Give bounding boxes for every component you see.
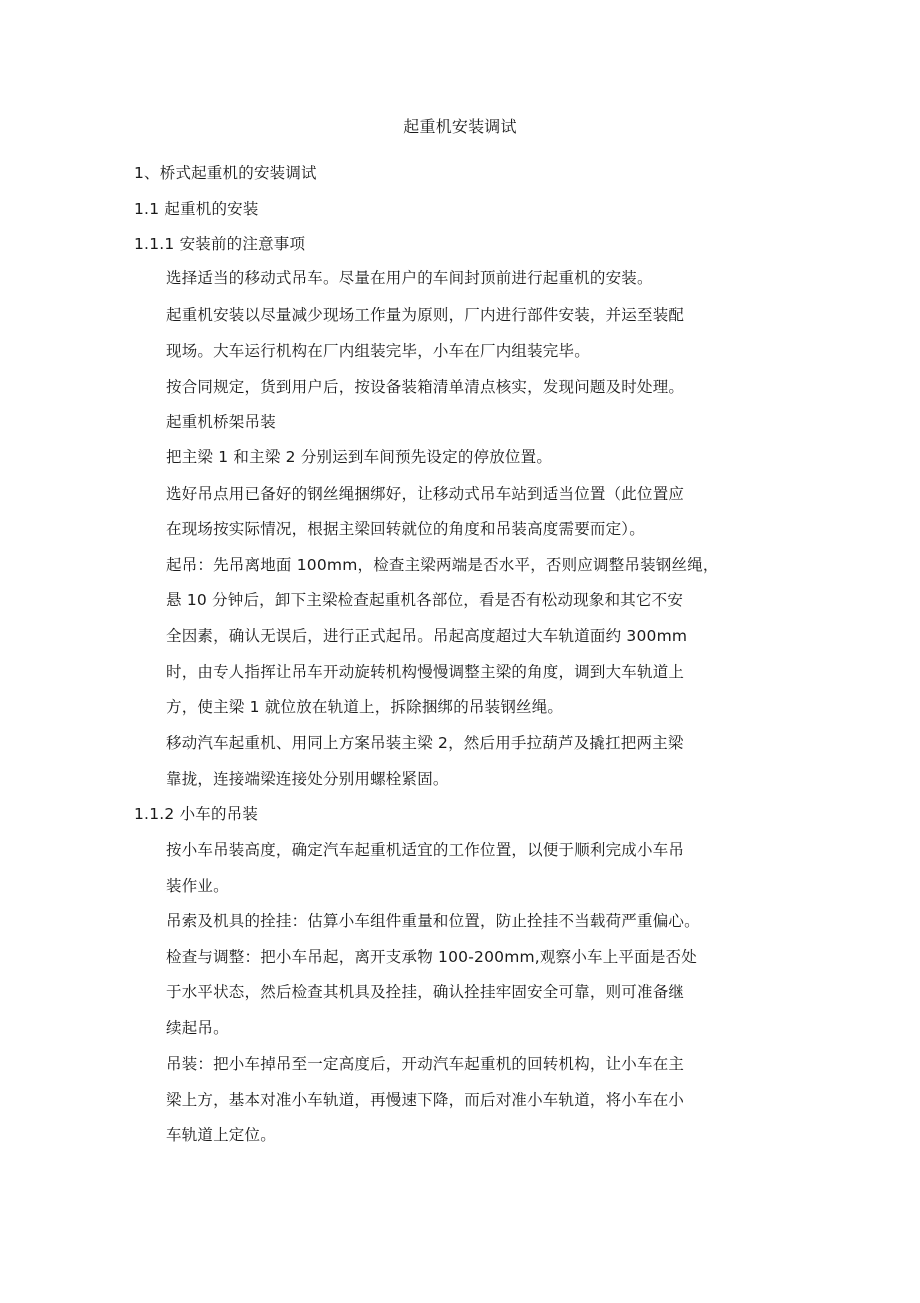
section-heading-1-1-1: 1.1.1 安装前的注意事项 (134, 235, 306, 253)
paragraph-line: 于水平状态，然后检查其机具及拴挂，确认拴挂牢固安全可靠，则可准备继 (166, 983, 685, 1001)
paragraph-line: 吊索及机具的拴挂：估算小车组件重量和位置，防止拴挂不当载荷严重偏心。 (166, 912, 700, 930)
paragraph-line: 吊装：把小车掉吊至一定高度后，开动汽车起重机的回转机构，让小车在主 (166, 1055, 685, 1073)
paragraph-line: 全因素，确认无误后，进行正式起吊。吊起高度超过大车轨道面约 300mm (166, 627, 688, 645)
paragraph-line: 方，使主梁 1 就位放在轨道上，拆除捆绑的吊装钢丝绳。 (166, 698, 564, 716)
paragraph-line: 检查与调整：把小车吊起，离开支承物 100-200mm,观察小车上平面是否处 (166, 948, 697, 966)
paragraph-line: 起吊：先吊离地面 100mm，检查主梁两端是否水平，否则应调整吊装钢丝绳， (166, 556, 719, 574)
paragraph-line: 选好吊点用已备好的钢丝绳捆绑好，让移动式吊车站到适当位置（此位置应 (166, 485, 685, 503)
section-heading-1-1: 1.1 起重机的安装 (134, 200, 259, 218)
paragraph-line: 时，由专人指挥让吊车开动旋转机构慢慢调整主梁的角度，调到大车轨道上 (166, 663, 685, 681)
paragraph-line: 现场。大车运行机构在厂内组装完毕，小车在厂内组装完毕。 (166, 342, 590, 360)
paragraph-line: 续起吊。 (166, 1019, 229, 1037)
section-heading-1-1-2: 1.1.2 小车的吊装 (134, 805, 259, 823)
paragraph-line: 悬 10 分钟后，卸下主梁检查起重机各部位，看是否有松动现象和其它不安 (166, 591, 684, 609)
paragraph-line: 把主梁 1 和主梁 2 分别运到车间预先设定的停放位置。 (166, 448, 553, 466)
paragraph-line: 移动汽车起重机、用同上方案吊装主梁 2，然后用手拉葫芦及撬扛把两主梁 (166, 734, 684, 752)
paragraph-line: 在现场按实际情况，根据主梁回转就位的角度和吊装高度需要而定）。 (166, 520, 645, 538)
paragraph-line: 起重机桥架吊装 (166, 413, 276, 431)
paragraph-line: 选择适当的移动式吊车。尽量在用户的车间封顶前进行起重机的安装。 (166, 269, 653, 287)
paragraph-line: 梁上方，基本对准小车轨道，再慢速下降，而后对准小车轨道，将小车在小 (166, 1091, 685, 1109)
paragraph-line: 车轨道上定位。 (166, 1126, 276, 1144)
paragraph-line: 按合同规定，货到用户后，按设备装箱清单清点核实，发现问题及时处理。 (166, 378, 685, 396)
paragraph-line: 靠拢，连接端梁连接处分别用螺栓紧固。 (166, 770, 449, 788)
paragraph-line: 装作业。 (166, 877, 229, 895)
section-heading-1: 1、桥式起重机的安装调试 (134, 164, 317, 182)
paragraph-line: 按小车吊装高度，确定汽车起重机适宜的工作位置，以便于顺利完成小车吊 (166, 841, 685, 859)
document-title: 起重机安装调试 (403, 117, 517, 136)
paragraph-line: 起重机安装以尽量减少现场工作量为原则，厂内进行部件安装，并运至装配 (166, 306, 685, 324)
